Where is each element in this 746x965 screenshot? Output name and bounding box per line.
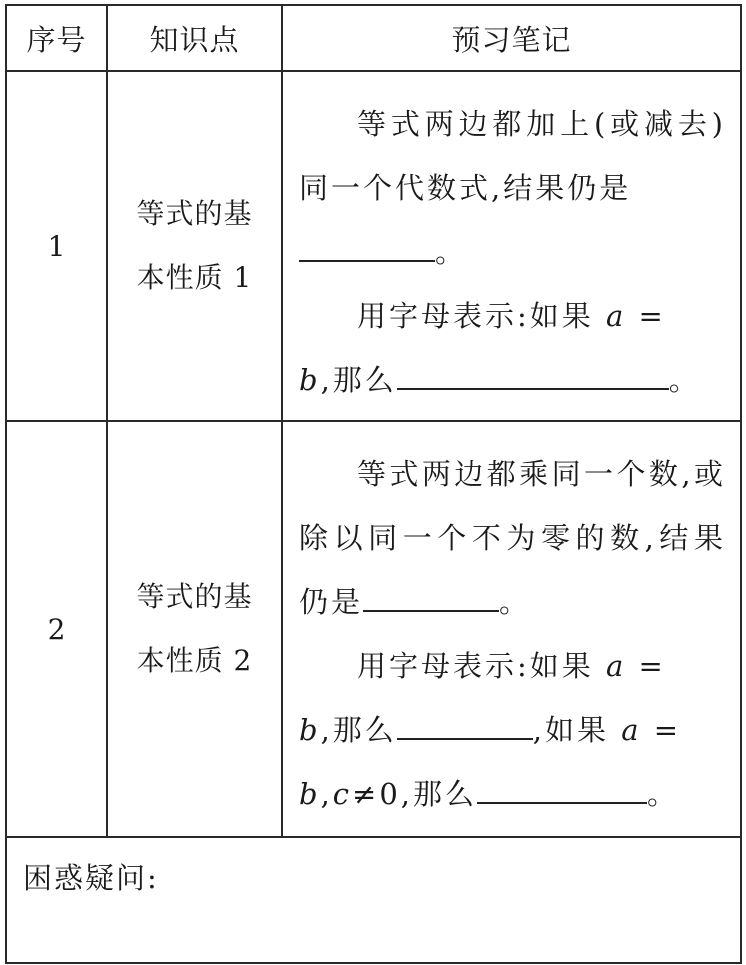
statement-text: 等式两边都乘同一个数,或除以同一个不为零的数,结果仍是 — [299, 457, 726, 619]
point-line-2: 本性质 2 — [136, 644, 253, 677]
period: 。 — [435, 235, 468, 269]
var-b: b — [299, 713, 321, 747]
confusion-row — [6, 837, 741, 963]
symbolic-prefix: 用字母表示:如果 — [357, 649, 594, 683]
table-header-row — [6, 5, 741, 71]
table-row — [6, 421, 741, 837]
symbolic-statement — [299, 284, 726, 412]
comma: , — [320, 777, 333, 811]
var-a: a — [606, 649, 627, 683]
point-line-1: 等式的基 — [136, 197, 253, 230]
property-statement — [299, 92, 726, 284]
if-text: ,如果 — [532, 713, 610, 747]
answer-blank[interactable] — [397, 364, 669, 390]
point-line-2: 本性质 1 — [136, 261, 253, 294]
var-a: a — [621, 713, 642, 747]
answer-blank[interactable] — [363, 586, 499, 612]
var-b: b — [299, 777, 321, 811]
header-preview-notes: 预习笔记 — [282, 5, 741, 71]
header-knowledge-point: 知识点 — [107, 5, 282, 71]
answer-blank[interactable] — [477, 778, 647, 804]
answer-blank[interactable] — [299, 236, 435, 262]
then-text: ,那么 — [400, 777, 478, 811]
symbolic-statement — [299, 634, 726, 826]
period: 。 — [668, 363, 701, 397]
var-a: a — [606, 299, 627, 333]
answer-blank[interactable] — [397, 714, 533, 740]
confusion-label[interactable]: 困惑疑问: — [6, 837, 741, 963]
then-text: ,那么 — [320, 363, 397, 397]
property-statement — [299, 442, 726, 634]
table-row — [6, 71, 741, 421]
var-c: c — [332, 777, 353, 811]
symbolic-prefix: 用字母表示:如果 — [357, 299, 594, 333]
row-notes — [282, 421, 741, 837]
preview-notes-table — [5, 4, 742, 964]
row-seq: 2 — [6, 421, 107, 837]
equals-sign: = — [638, 649, 666, 683]
equals-sign: = — [653, 713, 682, 747]
period: 。 — [499, 585, 532, 619]
row-knowledge-point — [107, 71, 282, 421]
statement-text: 等式两边都加上(或减去)同一个代数式,结果仍是 — [299, 107, 726, 205]
header-seq: 序号 — [6, 5, 107, 71]
equals-sign: = — [638, 299, 666, 333]
row-knowledge-point — [107, 421, 282, 837]
not-equal-zero: ≠0 — [352, 777, 401, 811]
point-line-1: 等式的基 — [136, 580, 253, 613]
row-notes — [282, 71, 741, 421]
row-seq: 1 — [6, 71, 107, 421]
var-b: b — [299, 363, 321, 397]
period: 。 — [647, 777, 680, 811]
then-text: ,那么 — [320, 713, 397, 747]
